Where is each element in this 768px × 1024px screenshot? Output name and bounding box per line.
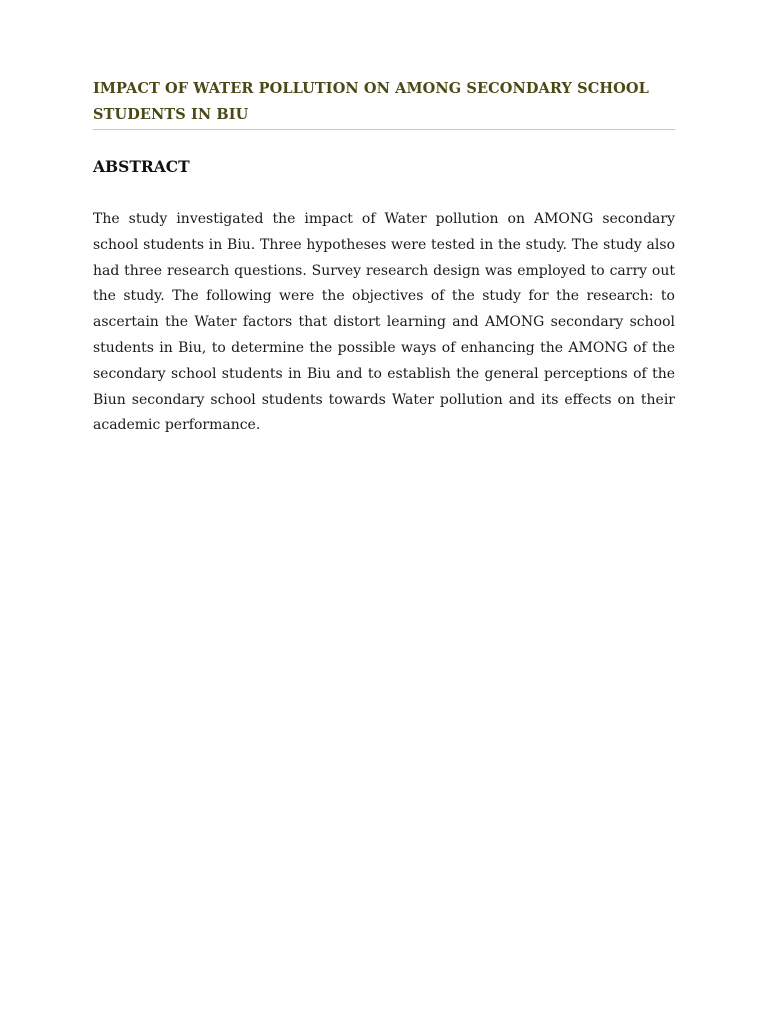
abstract-paragraph: The study investigated the impact of Water pollution on AMONG secondary school students in Biu. Three hypotheses were tested in the study. The study also had three research questions. Survey research design was employed to carry out the study. The following were the objectives of the study for the research: to ascertain the Water factors that distort learning and AMONG secondary school students in Biu, to determine the possible ways of enhancing the AMONG of the secondary school students in Biu and to establish the general perceptions of the Biun secondary school students towards Water pollution and its effects on their academic performance. bbox=[93, 211, 675, 434]
document-page bbox=[93, 76, 675, 439]
abstract-heading: ABSTRACT bbox=[93, 157, 190, 176]
document-title: IMPACT OF WATER POLLUTION ON AMONG SECONDARY SCHOOL STUDENTS IN BIU bbox=[93, 76, 675, 130]
